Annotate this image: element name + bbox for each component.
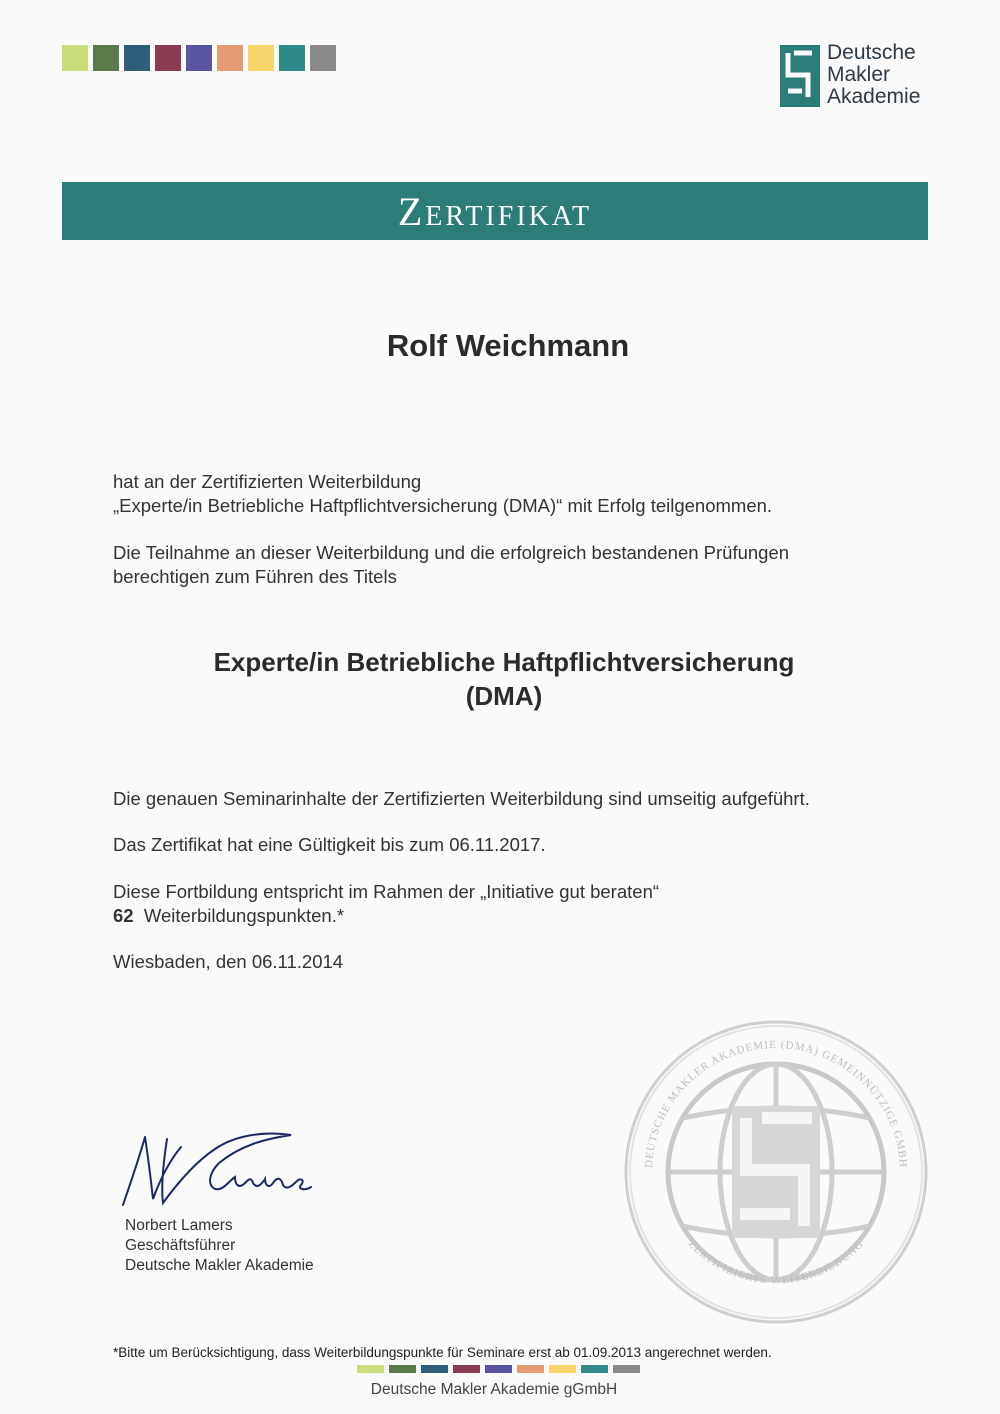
color-square	[62, 45, 88, 71]
dma-logo	[780, 42, 940, 112]
color-square	[453, 1365, 480, 1373]
color-square	[155, 45, 181, 71]
handwritten-signature	[115, 1125, 325, 1215]
awarded-title	[0, 645, 1000, 713]
text-line: hat an der Zertifizierten Weiterbildung	[113, 471, 422, 492]
paragraph-participation	[113, 470, 772, 518]
color-square	[124, 45, 150, 71]
text-line	[113, 904, 659, 928]
place-date: Wiesbaden, den 06.11.2014	[113, 951, 344, 972]
color-square	[613, 1365, 640, 1373]
color-square	[421, 1365, 448, 1373]
logo-line: Makler	[827, 63, 891, 86]
dma-seal-globe-icon	[622, 1018, 930, 1326]
color-square	[389, 1365, 416, 1373]
logo-wordmark	[827, 42, 920, 108]
color-square	[310, 45, 336, 71]
logo-line: Akademie	[827, 85, 921, 108]
color-square	[357, 1365, 384, 1373]
signer-org: Deutsche Makler Akademie	[125, 1257, 314, 1274]
awarded-title-line: Experte/in Betriebliche Haftpflichtversicherung	[213, 647, 795, 677]
paragraph-entitlement	[113, 541, 789, 589]
text-line: Die Teilnahme an dieser Weiterbildung und die erfolgreich bestandenen Prüfungen	[113, 542, 790, 563]
color-square	[549, 1365, 576, 1373]
color-square	[517, 1365, 544, 1373]
points-value: 62	[113, 905, 134, 926]
logo-line: Deutsche	[827, 41, 916, 64]
signer-name: Norbert Lamers	[125, 1217, 233, 1234]
footer-organization: Deutsche Makler Akademie gGmbH	[370, 1381, 618, 1398]
dma-logo-icon	[780, 45, 820, 107]
color-square	[217, 45, 243, 71]
color-square	[485, 1365, 512, 1373]
paragraph-validity: Das Zertifikat hat eine Gültigkeit bis zum 06.11.2017.	[113, 834, 546, 855]
paragraph-initiative	[113, 880, 659, 928]
text-line: berechtigen zum Führen des Titels	[113, 566, 397, 587]
seal-ring-bottom: ZERTIFIZIERTE WEITERBILDUNG	[685, 1237, 867, 1287]
top-color-strip	[62, 45, 341, 71]
color-square	[93, 45, 119, 71]
points-label: Weiterbildungspunkten.*	[143, 905, 345, 926]
bottom-color-strip	[357, 1365, 645, 1373]
seal-ring-top: DEUTSCHE MAKLER AKADEMIE (DMA) GEMEINNÜTZIGE GMBH	[643, 1038, 909, 1169]
signer-block	[125, 1216, 314, 1276]
color-square	[186, 45, 212, 71]
recipient-name: Rolf Weichmann	[386, 328, 630, 363]
signer-role: Geschäftsführer	[125, 1237, 236, 1254]
certificate-title: Zertifikat	[397, 188, 593, 234]
text-line: „Experte/in Betriebliche Haftpflichtversicherung (DMA)“ mit Erfolg teilgenommen.	[113, 495, 773, 516]
color-square	[581, 1365, 608, 1373]
text-line: Diese Fortbildung entspricht im Rahmen der „Initiative gut beraten“	[113, 881, 660, 902]
paragraph-seminar-contents: Die genauen Seminarinhalte der Zertifizierten Weiterbildung sind umseitig aufgeführt.	[113, 788, 810, 809]
color-square	[279, 45, 305, 71]
awarded-title-line: (DMA)	[465, 681, 543, 711]
title-band	[62, 182, 928, 240]
color-square	[248, 45, 274, 71]
footnote: *Bitte um Berücksichtigung, dass Weiterbildungspunkte für Seminare erst ab 01.09.2013 angerechnet werden.	[113, 1345, 772, 1360]
